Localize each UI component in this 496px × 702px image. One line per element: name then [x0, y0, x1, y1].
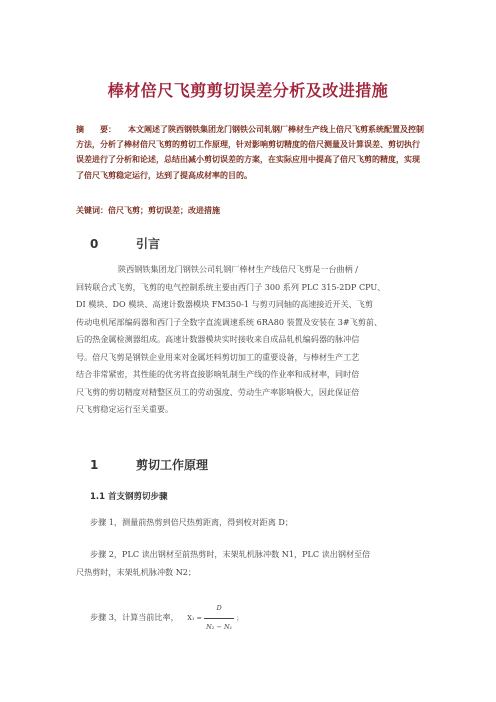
section-number: 0 [90, 237, 99, 251]
abstract [76, 122, 426, 183]
intro-line: 后的热金属检测器组成。高速计数器模块实时接收来自成品轧机编码器的脉冲信 [76, 334, 360, 344]
intro-line: 尺飞剪稳定运行至关重要。 [76, 404, 174, 414]
step-2-line: 步骤 2，PLC 读出钢材至前热剪时，末架轧机脉冲数 N1，PLC 读出钢材至倍 [90, 549, 371, 559]
intro-line: 号。倍尺飞剪是钢铁企业用来对金属坯料剪切加工的重要设备，与棒材生产工艺 [76, 351, 360, 362]
section-title: 剪切工作原理 [136, 458, 209, 472]
intro-line: 结合非常紧密，其性能的优劣将直接影响轧制生产线的作业率和成材率，同时倍 [76, 369, 360, 379]
document-title: 棒材倍尺飞剪剪切误差分析及改进措施 [107, 81, 389, 100]
intro-line: DI 模块、DO 模块、高速计数器模块 FM350-1 与剪刃同轴的高速接近开关、飞剪 [76, 299, 373, 309]
intro-line: 陕西钢铁集团龙门钢铁公司轧钢厂棒材生产线倍尺飞剪是一台曲柄 / [118, 264, 359, 274]
section-heading-1 [90, 456, 208, 473]
step-3 [90, 600, 440, 636]
step-1: 步骤 1，测量前热剪到倍尺热剪距离，得到校对距离 D； [90, 517, 293, 527]
abstract-text: 本文阐述了陕西钢铁集团龙门钢铁公司轧钢厂棒材生产线上倍尺飞剪系统配置及控制方法，分析了棒材倍尺飞剪的剪切工作原理，针对影响剪切精度的倍尺测量及计算误差、剪切执行误差进行了分析和论述，总结出减小剪切误差的方案，在实际应用中提高了倍尺飞剪的精度，实现了倍尺飞剪稳定运行，达到了提高成材率的目的。 [76, 125, 424, 180]
section-title: 引言 [136, 237, 161, 251]
step-2 [76, 546, 440, 581]
formula-denominator: N₂ − N₁ [206, 622, 233, 631]
keywords: 关键词：倍尺飞剪；剪切误差；改进措施 [76, 206, 220, 215]
abstract-label: 摘 要： [76, 125, 116, 134]
intro-line: 尺飞剪的剪切精度对精整区员工的劳动强度、劳动生产率影响极大，因此保证倍 [76, 386, 360, 397]
formula-lhs: X₁ = [187, 614, 202, 622]
step-2-line: 尺热剪时，末架轧机脉冲数 N2； [76, 566, 197, 577]
formula-numerator: D [204, 600, 234, 619]
step-3-text: 步骤 3，计算当前比率， [90, 612, 179, 622]
intro-line: 传动电机尾部编码器和西门子全数字直流调速系统 6RA80 装置及安装在 3#飞剪前、 [76, 316, 383, 327]
ratio-formula [187, 600, 243, 636]
intro-line: 回转联合式飞剪，飞剪的电气控制系统主要由西门子 300 系列 PLC 315-2DP CPU、 [76, 281, 386, 292]
formula-tail: ； [236, 614, 243, 622]
intro-paragraph [76, 261, 436, 419]
section-heading-0 [90, 235, 160, 252]
subsection-heading: 1.1 首支钢剪切步骤 [90, 492, 168, 502]
formula-fraction [204, 600, 234, 636]
section-number: 1 [90, 458, 99, 472]
